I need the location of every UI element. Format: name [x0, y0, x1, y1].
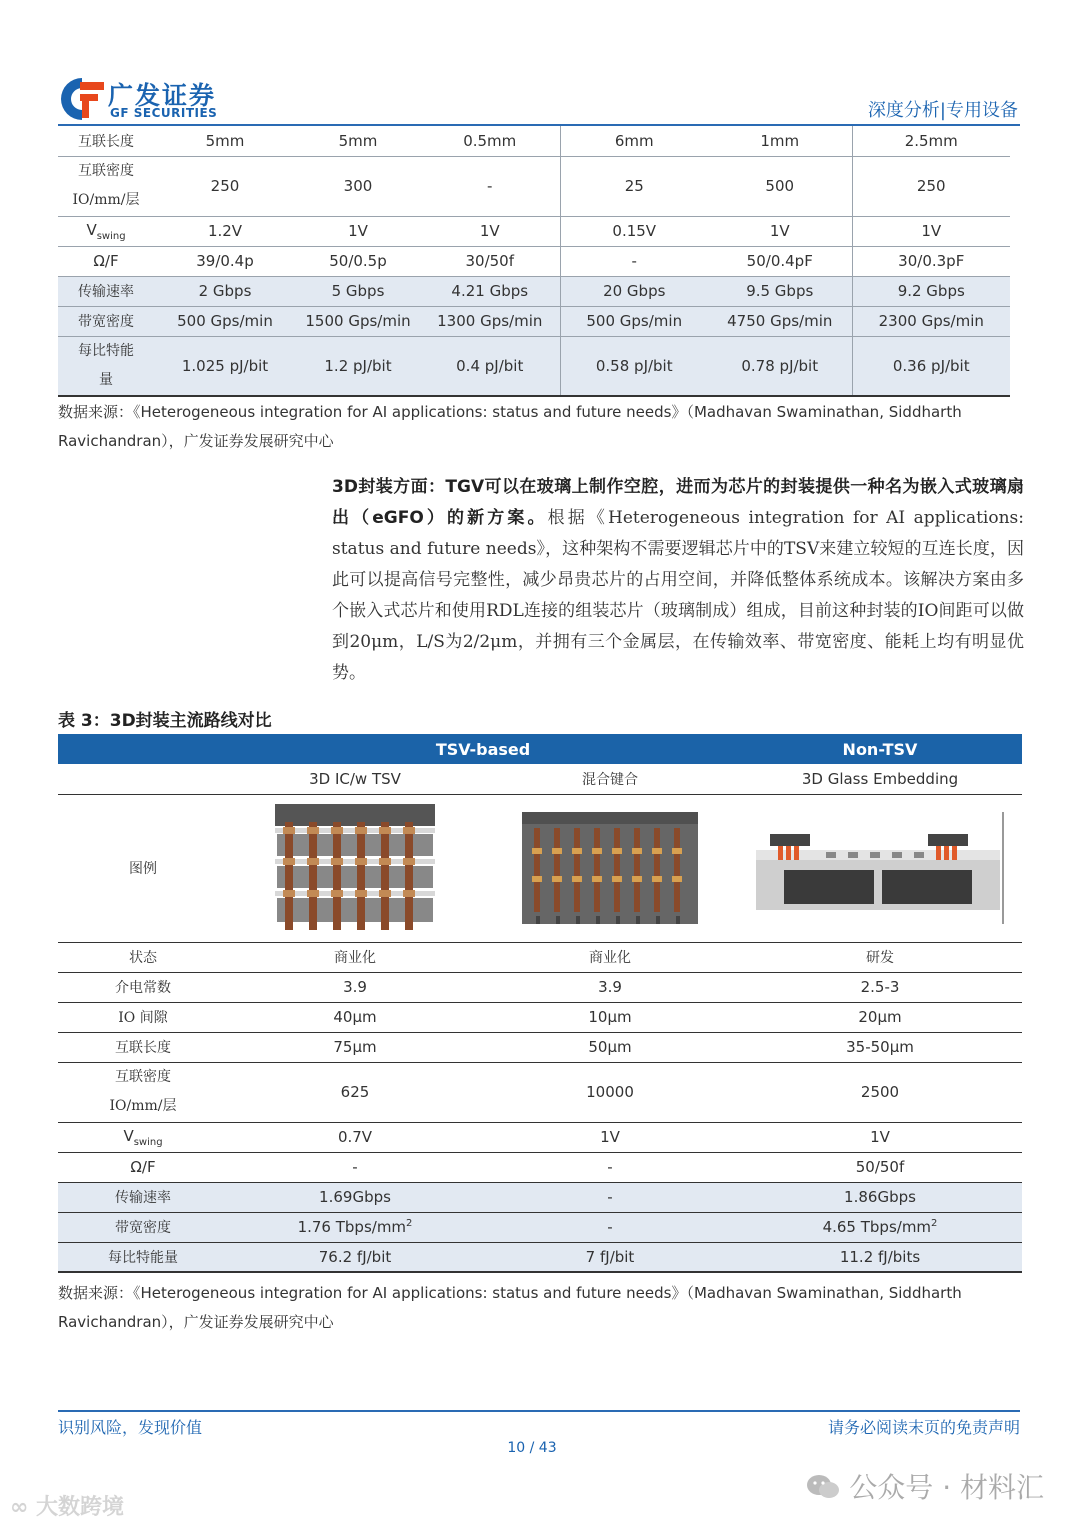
cell: 1.86Gbps	[738, 1182, 1022, 1212]
table-group-header	[58, 734, 1022, 764]
table-row	[58, 216, 1010, 246]
cell: 1300 Gps/min	[420, 306, 560, 336]
table-row	[58, 942, 1022, 972]
source-text: 《Heterogeneous integration for AI applications: status and future needs》（Madhavan Swaminathan, Siddharth	[133, 403, 962, 421]
gf-logo-icon	[58, 76, 108, 122]
vswing-main: V	[86, 220, 97, 239]
cell: 2300 Gps/min	[852, 306, 1010, 336]
cell: 75μm	[333, 1038, 377, 1056]
table-row	[58, 306, 1010, 336]
row-label	[58, 336, 154, 396]
row-label: Ω/F	[130, 1158, 156, 1176]
cell: 10μm	[588, 1008, 632, 1026]
footer-slogan: 识别风险，发现价值	[58, 1418, 203, 1437]
cell: 50/0.4pF	[746, 252, 813, 270]
row-label: 带宽密度	[58, 306, 154, 336]
cell: 76.2 fJ/bit	[228, 1242, 482, 1272]
cell: 0.36 pJ/bit	[852, 336, 1010, 396]
cell: 9.2 Gbps	[852, 276, 1010, 306]
cell	[738, 1212, 1022, 1242]
cell: 4750 Gps/min	[708, 306, 852, 336]
footer-divider	[58, 1410, 1020, 1412]
cell: 0.78 pJ/bit	[708, 336, 852, 396]
cell: 1.025 pJ/bit	[154, 336, 296, 396]
row-label-line1: 互联密度	[78, 163, 134, 179]
cell: 6mm	[560, 126, 708, 156]
row-label: 互联长度	[115, 1040, 171, 1056]
vswing-sub: swing	[133, 1136, 163, 1148]
table-row	[58, 1242, 1022, 1272]
table-row	[58, 972, 1022, 1002]
cell: 9.5 Gbps	[708, 276, 852, 306]
cell: 300	[343, 177, 373, 195]
cell: 商业化	[334, 950, 376, 966]
vswing-sub: swing	[96, 230, 126, 242]
cell: 0.58 pJ/bit	[560, 336, 708, 396]
watermark-left-text: 大数跨境	[36, 1495, 125, 1520]
table-row	[58, 156, 1010, 216]
row-label-line2: IO/mm/层	[109, 1098, 177, 1114]
cell: 2.5-3	[860, 978, 900, 996]
paragraph-body: 根据《Heterogeneous integration for AI applications: status and future needs》，这种架构不需要逻辑芯片中的TSV来建立较短的互连长度，因此可以提高信号完整性，减少昂贵芯片的占用空间，并降低整体系统成本。该解决方案由多个嵌入式芯片和使用RDL连接的组装芯片（玻璃制成）组成，目前这种封装的IO间距可以做到20μm，L/S为2/2μm，并拥有三个金属层，在传输效率、带宽密度、能耗上均有明显优势。	[332, 508, 1024, 683]
table-3-title: 表 3：3D封装主流路线对比	[58, 711, 272, 731]
row-label: 传输速率	[58, 276, 154, 306]
row-label	[58, 1122, 228, 1152]
cell: 2500	[860, 1083, 900, 1101]
cell: 商业化	[589, 950, 631, 966]
cell	[228, 1212, 482, 1242]
watermark-right-text: 公众号 · 材料汇	[849, 1471, 1044, 1504]
row-label: IO 间隙	[118, 1010, 168, 1026]
source-prefix: 数据来源：	[58, 403, 134, 421]
group-non-tsv: Non-TSV	[738, 734, 1022, 764]
row-label: 带宽密度	[58, 1212, 228, 1242]
glass-embedding-figure	[756, 812, 1004, 924]
cell: 10000	[586, 1083, 634, 1101]
cell: 40μm	[333, 1008, 377, 1026]
table-1	[58, 126, 1010, 397]
table-row	[58, 1152, 1022, 1182]
table-row	[58, 1182, 1022, 1212]
cell: 2.5mm	[852, 126, 1010, 156]
vswing-main: V	[123, 1126, 134, 1145]
table-3	[58, 734, 1022, 1273]
cell: 250	[852, 156, 1010, 216]
cell: 1.2V	[207, 222, 243, 240]
row-label-line1: 每比特能	[78, 342, 134, 359]
table-row	[58, 1212, 1022, 1242]
cell: 1.2 pJ/bit	[296, 336, 420, 396]
cell: 1V	[852, 216, 1010, 246]
cell: 25	[560, 156, 708, 216]
source-line2: Ravichandran），	[58, 432, 184, 450]
cell: 0.7V	[337, 1128, 373, 1146]
row-label	[58, 1062, 228, 1122]
cell-value: 1.76 Tbps/mm	[297, 1218, 407, 1236]
cell: 11.2 fJ/bits	[738, 1242, 1022, 1272]
cell: 5 Gbps	[296, 276, 420, 306]
column-header-row	[58, 764, 1022, 794]
logo-name: 广发证券	[108, 81, 217, 110]
superscript: 2	[931, 1218, 938, 1229]
figure-cell	[482, 794, 738, 942]
cell: -	[560, 246, 708, 276]
cell: -	[482, 1182, 738, 1212]
cell: 500	[765, 177, 795, 195]
cell: -	[487, 177, 493, 195]
source-text: 《Heterogeneous integration for AI applications: status and future needs》（Madhavan Swaminathan, Siddharth	[133, 1284, 962, 1302]
table-row	[58, 336, 1010, 396]
footer-disclaimer: 请务必阅读末页的免责声明	[827, 1418, 1020, 1437]
row-label: 状态	[129, 950, 157, 966]
cell: 5mm	[338, 131, 378, 150]
source-note-1	[58, 398, 978, 456]
tsv-stack-figure	[275, 804, 435, 932]
cell: 3.9	[598, 978, 622, 996]
table-row	[58, 126, 1010, 156]
group-tsv: TSV-based	[228, 734, 738, 764]
cell: 500 Gps/min	[154, 306, 296, 336]
cell: -	[607, 1158, 613, 1176]
cell: 7 fJ/bit	[482, 1242, 738, 1272]
col-header: 混合键合	[582, 771, 638, 788]
source-suffix: 广发证券发展研究中心	[183, 432, 334, 450]
row-label	[58, 216, 154, 246]
cell: 50/0.5p	[329, 252, 387, 270]
figure-cell	[738, 794, 1022, 942]
cell: 20 Gbps	[560, 276, 708, 306]
group-empty	[58, 734, 228, 764]
cell: 30/0.3pF	[852, 246, 1010, 276]
col-empty	[58, 764, 228, 794]
cell: 5mm	[205, 131, 245, 150]
watermark-right	[806, 1466, 1044, 1506]
source-note-2	[58, 1279, 978, 1337]
cell: 1V	[348, 222, 368, 240]
table-row	[58, 246, 1010, 276]
cell: 2 Gbps	[154, 276, 296, 306]
cell: 50/50f	[855, 1158, 905, 1176]
hybrid-bonding-figure	[522, 812, 698, 924]
table-row	[58, 1002, 1022, 1032]
cell: -	[352, 1158, 358, 1176]
table-row	[58, 1122, 1022, 1152]
cell: 0.15V	[560, 216, 708, 246]
col-header: 3D IC/w TSV	[309, 769, 401, 788]
cell: 20μm	[858, 1008, 902, 1026]
cell: 研发	[866, 950, 894, 966]
table-row	[58, 1062, 1022, 1122]
row-label: 互联长度	[78, 133, 134, 150]
wechat-icon	[806, 1473, 840, 1501]
cell: 250	[210, 177, 240, 195]
cell: 0.4 pJ/bit	[420, 336, 560, 396]
row-label: 介电常数	[115, 980, 171, 996]
page-number: 10 / 43	[507, 1440, 557, 1456]
table-row	[58, 276, 1010, 306]
row-label: 传输速率	[58, 1182, 228, 1212]
col-header: 3D Glass Embedding	[801, 769, 959, 788]
cell: 50μm	[588, 1038, 632, 1056]
superscript: 2	[406, 1218, 413, 1229]
row-label: 每比特能量	[58, 1242, 228, 1272]
cell: 1500 Gps/min	[296, 306, 420, 336]
source-suffix: 广发证券发展研究中心	[183, 1313, 334, 1331]
cell: 35-50μm	[846, 1038, 914, 1056]
cell: 1V	[870, 1128, 890, 1146]
row-label: Ω/F	[93, 252, 119, 270]
cell: 1V	[479, 222, 500, 240]
row-label-line2: IO/mm/层	[72, 192, 140, 208]
paragraph-bold: 3D封装方面：TGV可以在玻璃上制作空腔，进而为芯片的封装提供一种名为嵌入式玻璃扇出（eGFO）的新方案。	[332, 477, 1024, 528]
watermark-left	[10, 1490, 124, 1521]
cell: 1V	[600, 1128, 620, 1146]
row-label-line2: 量	[99, 371, 113, 388]
row-label	[58, 156, 154, 216]
watermark-logo-icon: ∞	[10, 1495, 36, 1520]
row-label: 图例	[129, 861, 157, 877]
cell-value: 4.65 Tbps/mm	[822, 1218, 932, 1236]
logo-en: GF SECURITIES	[110, 106, 218, 120]
figure-row	[58, 794, 1022, 942]
cell: 4.21 Gbps	[420, 276, 560, 306]
table-row	[58, 1032, 1022, 1062]
cell: 3.9	[343, 978, 367, 996]
figure-cell	[228, 794, 482, 942]
body-paragraph	[332, 472, 1024, 689]
cell: 0.5mm	[463, 131, 517, 150]
source-prefix: 数据来源：	[58, 1284, 134, 1302]
cell: 30/50f	[465, 252, 514, 270]
cell: 1.69Gbps	[228, 1182, 482, 1212]
row-label-line1: 互联密度	[115, 1069, 171, 1085]
section-title: 深度分析|专用设备	[867, 100, 1018, 121]
cell: 1V	[769, 222, 790, 240]
cell: 625	[340, 1083, 370, 1101]
cell: 500 Gps/min	[560, 306, 708, 336]
cell: -	[482, 1212, 738, 1242]
cell: 39/0.4p	[196, 252, 254, 270]
cell: 1mm	[760, 131, 800, 150]
source-line2: Ravichandran），	[58, 1313, 184, 1331]
